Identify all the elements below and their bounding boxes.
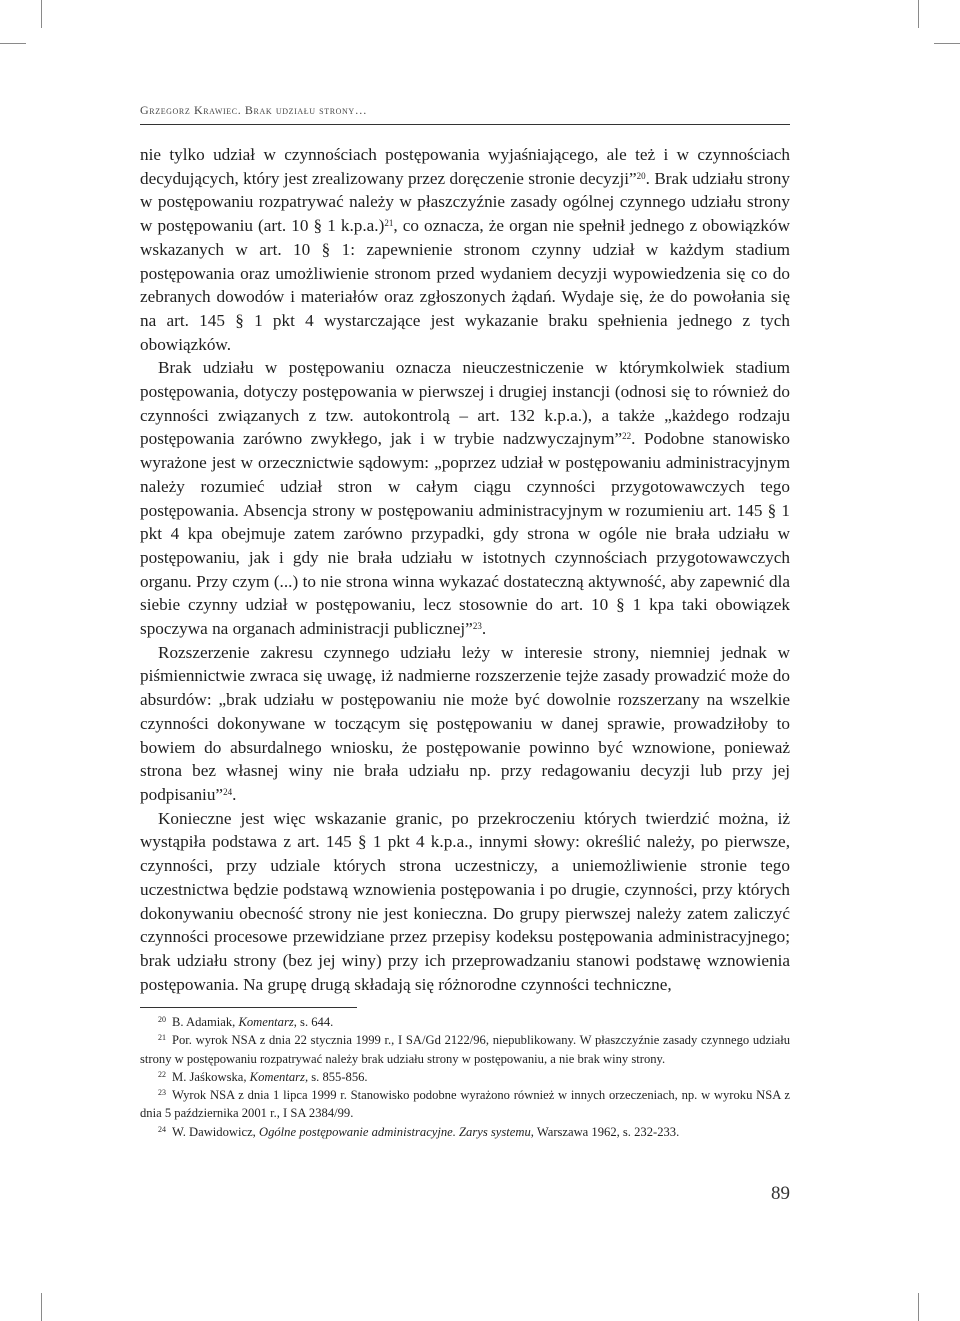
text-run: Wyrok NSA z dnia 1 lipca 1999 r. Stanowisko podobne wyrażono również w innych orzeczeniach, np. w wyroku NSA z dnia 5 października 2001 r., I SA 2384/99. [140,1088,790,1121]
text-run: , Warszawa 1962, s. 232-233. [530,1124,680,1139]
text-run: . [232,784,237,804]
footnote [140,1031,790,1068]
crop-mark [918,1293,919,1321]
text-run: nie tylko udział w czynnościach postępowania wyjaśniającego, ale też i w czynnościach decydujących, który jest zrealizowany przez doręczenie stronie decyzji” [140,145,790,188]
footnote-number: 22 [158,1069,166,1079]
footnote-ref: 23 [472,621,482,632]
footnote-number: 21 [158,1033,166,1043]
text-run: Por. wyrok NSA z dnia 22 stycznia 1999 r., I SA/Gd 2122/96, niepublikowany. W płaszczyźnie zasady czynnego udziału strony w postępowaniu rozpatrywać należy brak udziału strony w postępowaniu, a nie brak winy strony. [140,1033,790,1066]
footnote-ref: 22 [622,431,632,442]
text-run: M. Jaśkowska, [172,1069,250,1084]
footnote-number: 23 [158,1088,166,1098]
footnotes [140,1013,790,1141]
footnote-rule [140,1007,357,1008]
footnote-ref: 24 [223,786,233,797]
crop-mark [918,0,919,28]
italic-text: Komentarz [238,1015,294,1029]
text-run: . Podobne stanowisko wyrażone jest w orzecznictwie sądowym: „poprzez udział w postępowaniu administracyjnym należy rozumieć udział stron w całym ciągu czynności przygotowawczych tego postępowania. Absencja strony w postępowaniu administracyjnym w rozumieniu art. 145 § 1 pkt 4 kpa obejmuje zatem zarówno przypadki, gdy strona w ogóle nie brała udziału w postępowaniu, jak i gdy nie brała udziału w istotnych czynnościach przygotowawczych organu. Przy czym (...) to nie strona winna wykazać dostateczną aktywność, aby zapewnić dla siebie czynny udział w postępowaniu, lecz stosownie do art. 10 § 1 kpa taki obowiązek spoczywa na organach administracji publicznej” [140,429,790,639]
text-run: s. 855-856. [308,1069,368,1084]
paragraph [140,143,790,356]
crop-mark [934,43,960,44]
text-run: W. Dawidowicz, [172,1124,259,1139]
crop-mark [41,0,42,28]
footnote [140,1013,790,1031]
text-run: Brak udziału w postępowaniu oznacza nieuczestniczenie w którymkolwiek stadium postępowania, dotyczy postępowania w pierwszej i drugiej instancji (odnosi się to również do czynności związanych z tzw. autokontrolą – art. 132 k.p.a.), a także „każdego rodzaju postępowania zarówno zwykłego, jak i w trybie nadzwyczajnym” [140,358,790,449]
running-head: Grzegorz Krawiec. Brak udziału strony… [140,103,368,117]
text-run: B. Adamiak, [172,1015,239,1029]
crop-mark [0,43,26,44]
main-text [140,143,790,996]
italic-text: Komentarz, [249,1069,309,1084]
footnote-number: 20 [158,1015,166,1024]
footnote [140,1068,790,1086]
footnote [140,1086,790,1123]
text-run: . Brak udziału strony w postępowaniu rozpatrywać należy w płaszczyźnie zasady ogólnej czynnego udziału strony w postępowaniu (art. 10 § 1 k.p.a.) [140,168,790,236]
page-number: 89 [771,1183,790,1204]
paragraph [140,356,790,640]
footnote-ref: 21 [384,218,394,229]
text-run: . [481,619,487,639]
text-run: Rozszerzenie zakresu czynnego udziału leży w interesie strony, niemniej jednak w piśmiennictwie zwraca się uwagę, iż nadmierne rozszerzenie tejże zasady prowadzić może do absurdów: „brak udziału w postępowaniu nie może być dowolnie rozszerzany na wszelkie czynności dokonywane w toczącym się postępowaniu w danej sprawie, prowadziłoby to bowiem do absurdalnego wniosku, że postępowanie powinno być wznowione, ponieważ strona bez własnej winy nie brała udziału np. przy redagowaniu decyzji lub przy jej podpisaniu” [140,642,790,804]
text-run: , co oznacza, że organ nie spełnił jednego z obowiązków wskazanych w art. 10 § 1: zapewnienie stronom czynny udział w każdym stadium postępowania oraz umożliwienie stronom przed wydaniem decyzji wypowiedzenia się co do zebranych dowodów i materiałów oraz zgłoszonych żądań. Wydaje się, że do powołania się na art. 145 § 1 pkt 4 wystarczające jest wykazanie braku spełnienia jednego z tych obowiązków. [140,216,791,354]
paragraph [140,641,790,807]
footnote [140,1123,790,1141]
paragraph [140,807,790,997]
footnote-ref: 20 [636,170,646,181]
text-run: , s. 644. [293,1015,334,1029]
italic-text: Ogólne postępowanie administracyjne. Zarys systemu [258,1124,531,1139]
header-rule [140,124,790,125]
crop-mark [41,1293,42,1321]
text-run: Konieczne jest więc wskazanie granic, po przekroczeniu których twierdzić można, iż wystąpiła podstawa z art. 145 § 1 pkt 4 k.p.a., innymi słowy: określić należy, po pierwsze, czynności, przy udziale których strona uczestniczy, a uniemożliwienie stronie tego uczestnictwa będzie podstawą wznowienia postępowania i po drugie, czynności, przy których dokonywaniu obecność strony nie jest konieczna. Do grupy pierwszej należy zatem zaliczyć czynności procesowe przewidziane przez przepisy kodeksu postępowania administracyjnego; brak udziału strony (bez jej winy) przy ich przeprowadzaniu stanowi podstawę wznowienia postępowania. Na grupę drugą składają się różnorodne czynności techniczne, [140,808,790,994]
footnote-number: 24 [158,1124,166,1134]
